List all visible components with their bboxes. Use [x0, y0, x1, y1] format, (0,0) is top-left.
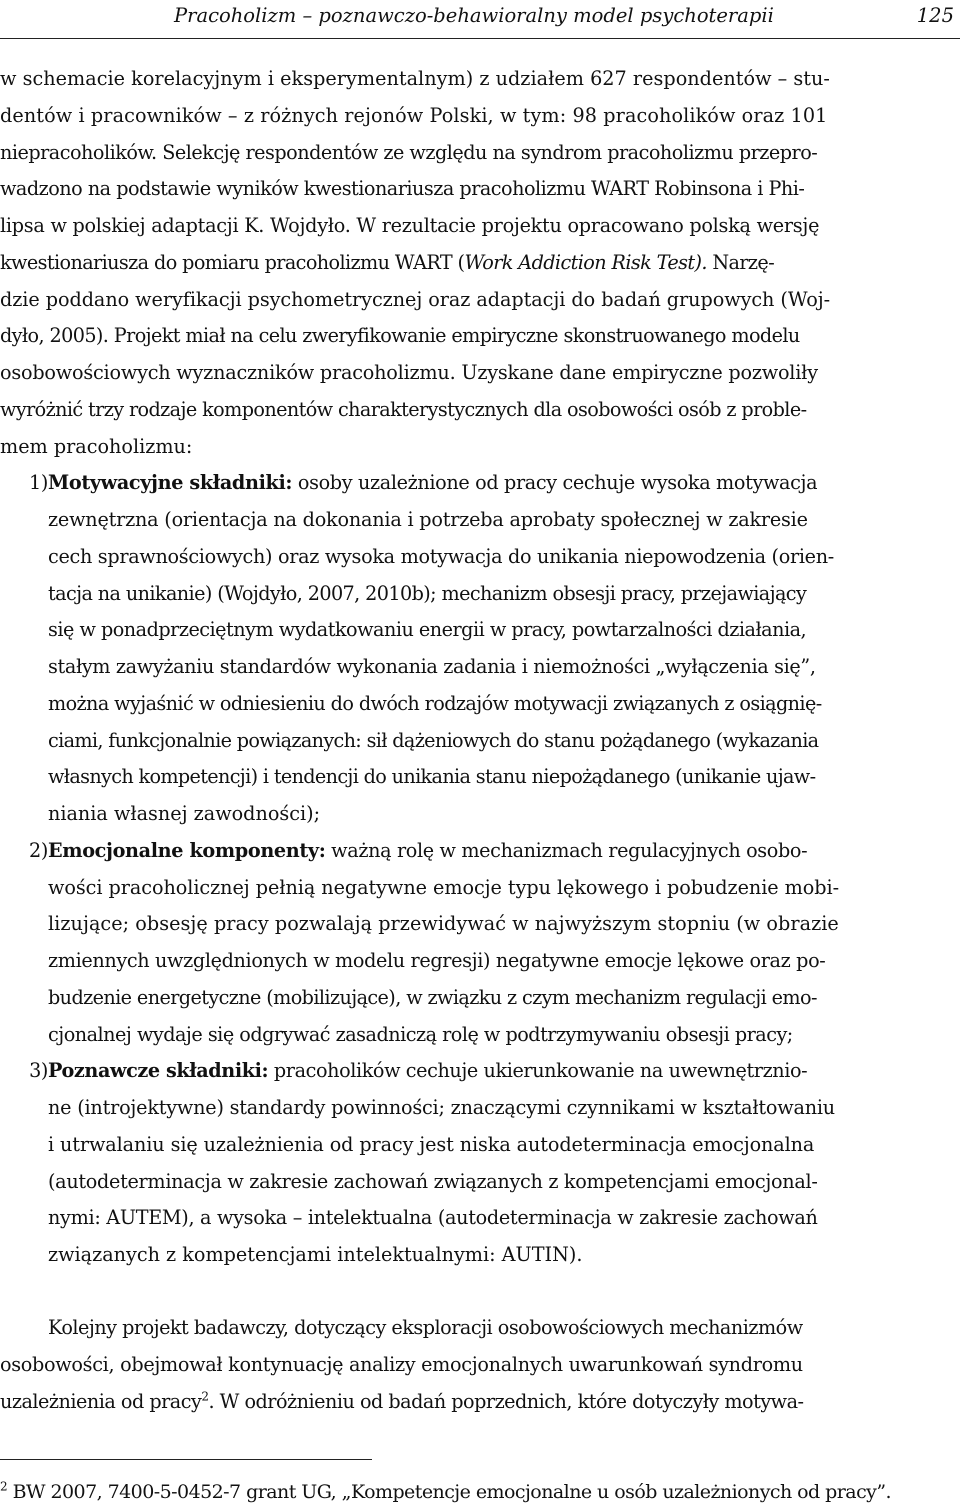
text-span: Narzę-	[706, 250, 775, 274]
list-number: 3)	[29, 1059, 48, 1083]
footnote-reference: 2	[201, 1389, 209, 1404]
text-line: dentów i pracowników – z różnych rejonów Polski, w tym: 98 pracoholików oraz 101	[0, 103, 828, 127]
text-line: cjonalnej wydaje się odgrywać zasadniczą rolę w podtrzymywaniu obsesji pracy;	[48, 1022, 793, 1046]
text-line: tacja na unikanie) (Wojdyło, 2007, 2010b); mechanizm obsesji pracy, przejawiający	[48, 581, 807, 605]
footnote	[0, 1476, 960, 1508]
text-line: (autodeterminacja w zakresie zachowań związanych z kompetencjami emocjonal-	[48, 1169, 818, 1193]
text-line: osobowościowych wyznaczników pracoholizmu. Uzyskane dane empiryczne pozwoliły	[0, 361, 818, 384]
text-line: wości pracoholicznej pełnią negatywne emocje typu lękowego i pobudzenie mobi-	[48, 875, 840, 899]
list-item-first-line	[0, 1053, 960, 1090]
text-line: związanych z kompetencjami intelektualnymi: AUTIN).	[48, 1243, 583, 1266]
list-item	[0, 1053, 960, 1274]
list-item	[0, 833, 960, 1054]
footnote-text: BW 2007, 7400-5-0452-7 grant UG, „Kompetencje emocjonalne u osób uzależnionych od pracy”.	[7, 1481, 892, 1503]
text-line: Kolejny projekt badawczy, dotyczący eksploracji osobowościowych mechanizmów	[48, 1316, 803, 1339]
text-line: w schemacie korelacyjnym i eksperymentalnym) z udziałem 627 respondentów – stu-	[0, 67, 830, 90]
text-span: kwestionariusza do pomiaru pracoholizmu WART (	[0, 250, 465, 274]
list-term: Motywacyjne składniki:	[48, 471, 293, 495]
text-span: pracoholików cechuje ukierunkowanie na uwewnętrznio-	[268, 1059, 808, 1083]
text-line: wadzono na podstawie wyników kwestionariusza pracoholizmu WART Robinsona i Phi-	[0, 177, 805, 201]
text-line: lizujące; obsesję pracy pozwalają przewidywać w najwyższym stopniu (w obrazie	[48, 912, 839, 936]
text-line: dyło, 2005). Projekt miał na celu zweryfikowanie empiryczne skonstruowanego modelu	[0, 324, 800, 348]
text-line: osobowości, obejmował kontynuację analizy emocjonalnych uwarunkowań syndromu	[0, 1352, 803, 1376]
text-line: niepracoholików. Selekcję respondentów ze względu na syndrom pracoholizmu przepro-	[0, 140, 818, 164]
text-line: mem pracoholizmu:	[0, 434, 193, 458]
text-line: i utrwalaniu się uzależnienia od pracy jest niska autodeterminacja emocjonalna	[48, 1132, 815, 1156]
footnote-rule	[0, 1459, 372, 1460]
intro-paragraph	[0, 61, 960, 1274]
text-line: zmiennych uwzględnionych w modelu regresji) negatywne emocje lękowe oraz po-	[48, 949, 826, 972]
list-number: 2)	[29, 838, 48, 862]
text-span: osoby uzależnione od pracy cechuje wysoka motywacja	[292, 471, 818, 495]
text-line: wyróżnić trzy rodzaje komponentów charakterystycznych dla osobowości osób z proble-	[0, 397, 807, 421]
text-line: niania własnej zawodności);	[48, 802, 321, 825]
list-item-first-line	[0, 465, 960, 502]
text-line	[0, 245, 960, 282]
text-line: się w ponadprzeciętnym wydatkowaniu energii w pracy, powtarzalności działania,	[48, 618, 807, 642]
text-line: cech sprawnościowych) oraz wysoka motywacja do unikania niepowodzenia (orien-	[48, 544, 834, 568]
list-item	[0, 465, 960, 833]
text-line: dzie poddano weryfikacji psychometrycznej oraz adaptacji do badań grupowych (Woj-	[0, 287, 831, 311]
running-header	[0, 2, 960, 32]
text-line: lipsa w polskiej adaptacji K. Wojdyło. W rezultacie projektu opracowano polską wersję	[0, 214, 820, 237]
running-title: Pracoholizm – poznawczo-behawioralny model psychoterapii	[174, 4, 774, 27]
header-rule	[0, 38, 960, 39]
text-span: uzależnienia od pracy	[0, 1389, 202, 1413]
text-span: . W odróżnieniu od badań poprzednich, które dotyczyły motywa-	[208, 1389, 804, 1413]
text-line: ciami, funkcjonalnie powiązanych: sił dążeniowych do stanu pożądanego (wykazania	[48, 728, 819, 752]
list-item-first-line	[0, 833, 960, 870]
text-span: ważną rolę w mechanizmach regulacyjnych osobo-	[325, 838, 808, 862]
footnote-marker: 2	[0, 1479, 8, 1494]
text-line: nymi: AUTEM), a wysoka – intelektualna (autodeterminacja w zakresie zachowań	[48, 1206, 818, 1230]
page-number: 125	[916, 4, 954, 27]
text-line: własnych kompetencji) i tendencji do unikania stanu niepożądanego (unikanie ujaw-	[48, 765, 816, 789]
text-line: stałym zawyżaniu standardów wykonania zadania i niemożności „wyłączenia się”,	[48, 655, 816, 678]
test-name-italic: Work Addiction Risk Test).	[464, 250, 707, 274]
text-line	[0, 1384, 960, 1421]
list-term: Poznawcze składniki:	[48, 1059, 269, 1083]
list-number: 1)	[29, 471, 48, 495]
list-term: Emocjonalne komponenty:	[48, 838, 326, 862]
closing-paragraph	[0, 1310, 960, 1420]
text-line: ne (introjektywne) standardy powinności; znaczącymi czynnikami w kształtowaniu	[48, 1096, 835, 1119]
text-line: można wyjaśnić w odniesieniu do dwóch rodzajów motywacji związanych z osiągnię-	[48, 691, 822, 715]
text-line: budzenie energetyczne (mobilizujące), w związku z czym mechanizm regulacji emo-	[48, 985, 817, 1009]
text-line: zewnętrzna (orientacja na dokonania i potrzeba aprobaty społecznej w zakresie	[48, 508, 808, 531]
